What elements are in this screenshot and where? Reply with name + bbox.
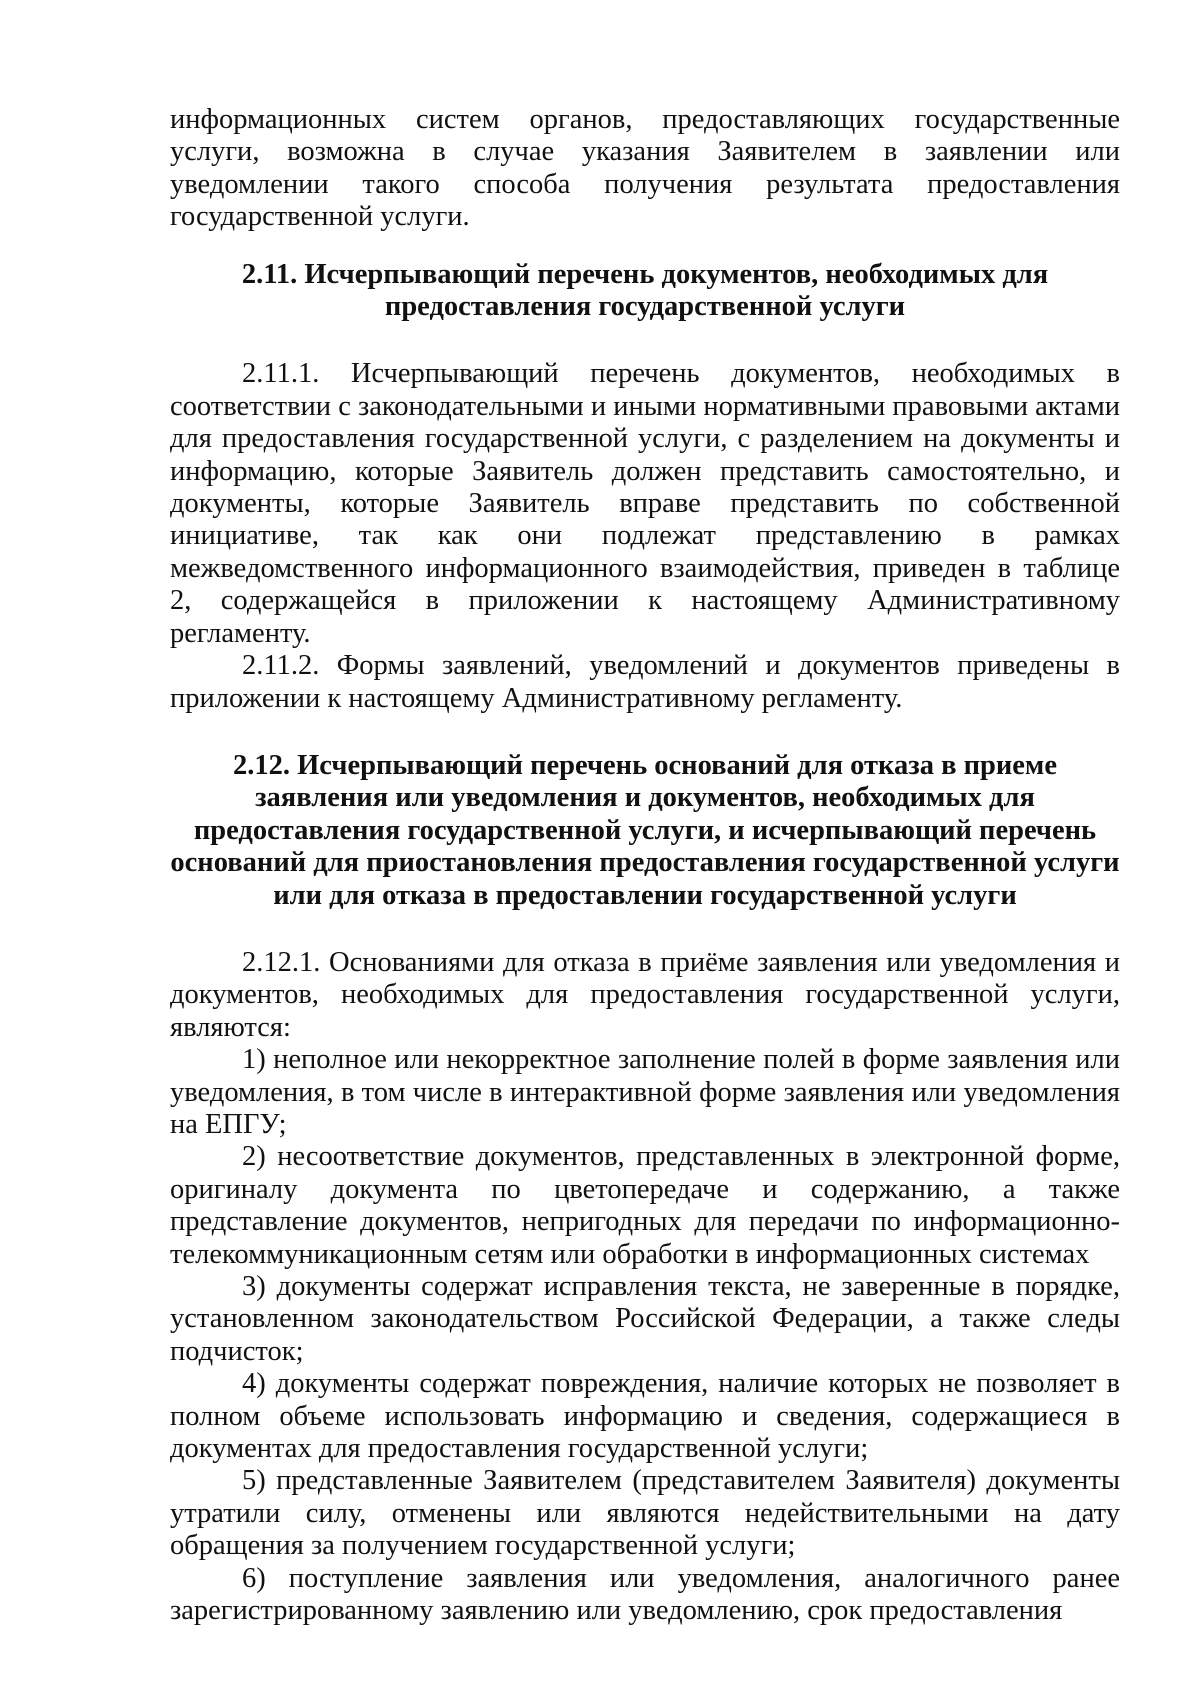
paragraph-2-11-2: 2.11.2. Формы заявлений, уведомлений и документов приведены в приложении к настоящему Административному регламенту.	[170, 650, 1120, 714]
paragraph-2-11-1: 2.11.1. Исчерпывающий перечень документов, необходимых в соответствии с законодательными и иными нормативными правовыми актами для предоставления государственной услуги, с разделением на документы и информацию, которые Заявитель должен представить самостоятельно, и документы, которые Заявитель вправе представить по собственной инициативе, так как они подлежат представлению в рамках межведомственного информационного взаимодействия, приведен в таблице 2, содержащейся в приложении к настоящему Административному регламенту.	[170, 358, 1120, 649]
list-item: 1) неполное или некорректное заполнение полей в форме заявления или уведомления, в том числе в интерактивной форме заявления или уведомления на ЕПГУ;	[170, 1044, 1120, 1140]
list-item: 6) поступление заявления или уведомления, аналогичного ранее зарегистрированному заявлению или уведомлению, срок предоставления	[170, 1562, 1120, 1627]
list-item: 3) документы содержат исправления текста, не заверенные в порядке, установленном законодательством Российской Федерации, а также следы подчисток;	[170, 1271, 1120, 1367]
section-2-12-heading: 2.12. Исчерпывающий перечень оснований для отказа в приеме заявления или уведомления и документов, необходимых для предоставления государственной услуги, и исчерпывающий перечень оснований для приостановления предоставления государственной услуги или для отказа в предоставлении государственной услуги	[170, 749, 1120, 911]
list-item: 4) документы содержат повреждения, наличие которых не позволяет в полном объеме использовать информацию и сведения, содержащиеся в документах для предоставления государственной услуги;	[170, 1368, 1120, 1465]
section-2-11-heading: 2.11. Исчерпывающий перечень документов, необходимых для предоставления государственной услуги	[241, 258, 1049, 323]
list-item: 5) представленные Заявителем (представителем Заявителя) документы утратили силу, отменены или являются недействительными на дату обращения за получением государственной услуги;	[170, 1465, 1120, 1562]
paragraph-2-12-1: 2.12.1. Основаниями для отказа в приёме заявления или уведомления и документов, необходимых для предоставления государственной услуги, являются:	[170, 946, 1120, 1043]
intro-paragraph: информационных систем органов, предоставляющих государственные услуги, возможна в случае указания Заявителем в заявлении или уведомлении такого способа получения результата предоставления государственной услуги.	[170, 104, 1120, 233]
document-page	[170, 104, 1120, 1627]
list-item: 2) несоответствие документов, представленных в электронной форме, оригиналу документа по цветопередаче и содержанию, а также представление документов, непригодных для передачи по информационно-телекоммуникационным сетям или обработки в информационных системах	[170, 1141, 1120, 1270]
